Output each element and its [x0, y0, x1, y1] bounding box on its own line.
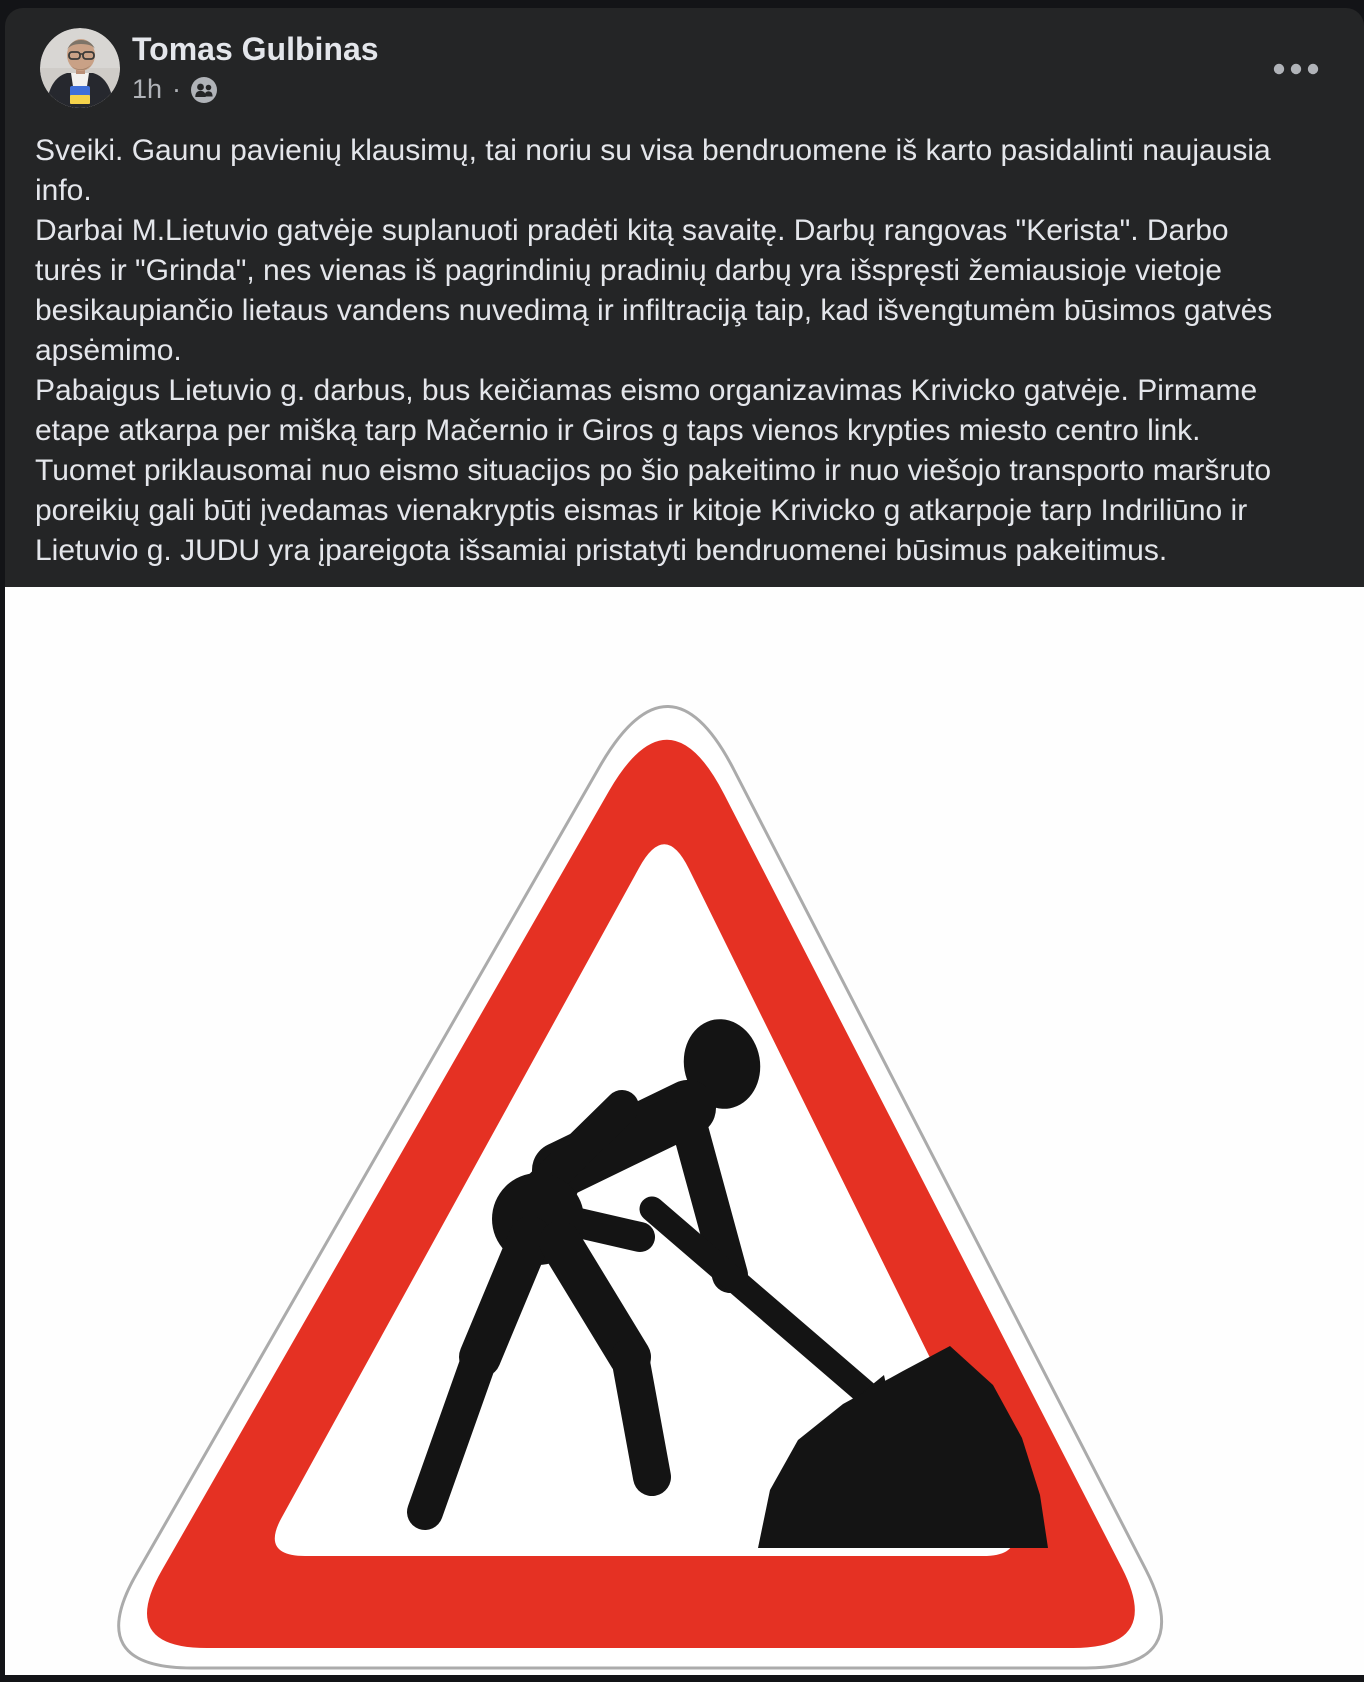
post-text-line: apsėmimo. — [35, 334, 182, 367]
avatar[interactable] — [40, 28, 120, 108]
author-block — [132, 30, 379, 104]
post-meta — [132, 74, 379, 104]
post-photo[interactable] — [5, 587, 1364, 1675]
road-works-sign — [5, 587, 1364, 1675]
friends-icon — [191, 77, 217, 103]
post-text-line: turės ir "Grinda", nes vienas iš pagrindinių pradinių darbų yra išspręsti žemiausioje vietoje — [35, 254, 1222, 287]
timestamp[interactable]: 1h — [132, 74, 163, 104]
author-name[interactable]: Tomas Gulbinas — [132, 31, 379, 67]
post-text-line: Pabaigus Lietuvio g. darbus, bus keičiamas eismo organizavimas Krivicko gatvėje. Pirmame — [35, 374, 1258, 407]
post-text-line: Sveiki. Gaunu pavienių klausimų, tai noriu su visa bendruomene iš karto pasidalinti naujausia — [35, 134, 1271, 167]
post-text-line: etape atkarpa per mišką tarp Mačernio ir Giros g taps vienos krypties miesto centro link. — [35, 414, 1201, 447]
ellipsis-icon — [1273, 63, 1319, 75]
post-header — [5, 8, 1364, 123]
post-text-line: Tuomet priklausomai nuo eismo situacijos po šio pakeitimo ir nuo viešojo transporto maršruto — [35, 454, 1272, 487]
avatar-photo — [40, 28, 120, 108]
post-menu-button[interactable] — [1270, 52, 1322, 86]
post-card — [5, 8, 1364, 1675]
post-text-line: poreikių gali būti įvedamas vienakryptis eismas ir kitoje Krivicko g atkarpoje tarp Indriliūno ir — [35, 494, 1248, 527]
post-text-line: info. — [35, 174, 92, 207]
post-text-line: Darbai M.Lietuvio gatvėje suplanuoti pradėti kitą savaitę. Darbų rangovas "Kerista". Darbo — [35, 214, 1229, 247]
post-text-line: besikaupiančio lietaus vandens nuvedimą ir infiltracija̧ taip, kad išvengtumėm būsimos gatvės — [35, 294, 1273, 327]
meta-separator: · — [172, 74, 182, 104]
post-text-line: Lietuvio g. JUDU yra įpareigota išsamiai pristatyti bendruomenei būsimus pakeitimus. — [35, 534, 1168, 567]
post-text — [35, 131, 1364, 571]
